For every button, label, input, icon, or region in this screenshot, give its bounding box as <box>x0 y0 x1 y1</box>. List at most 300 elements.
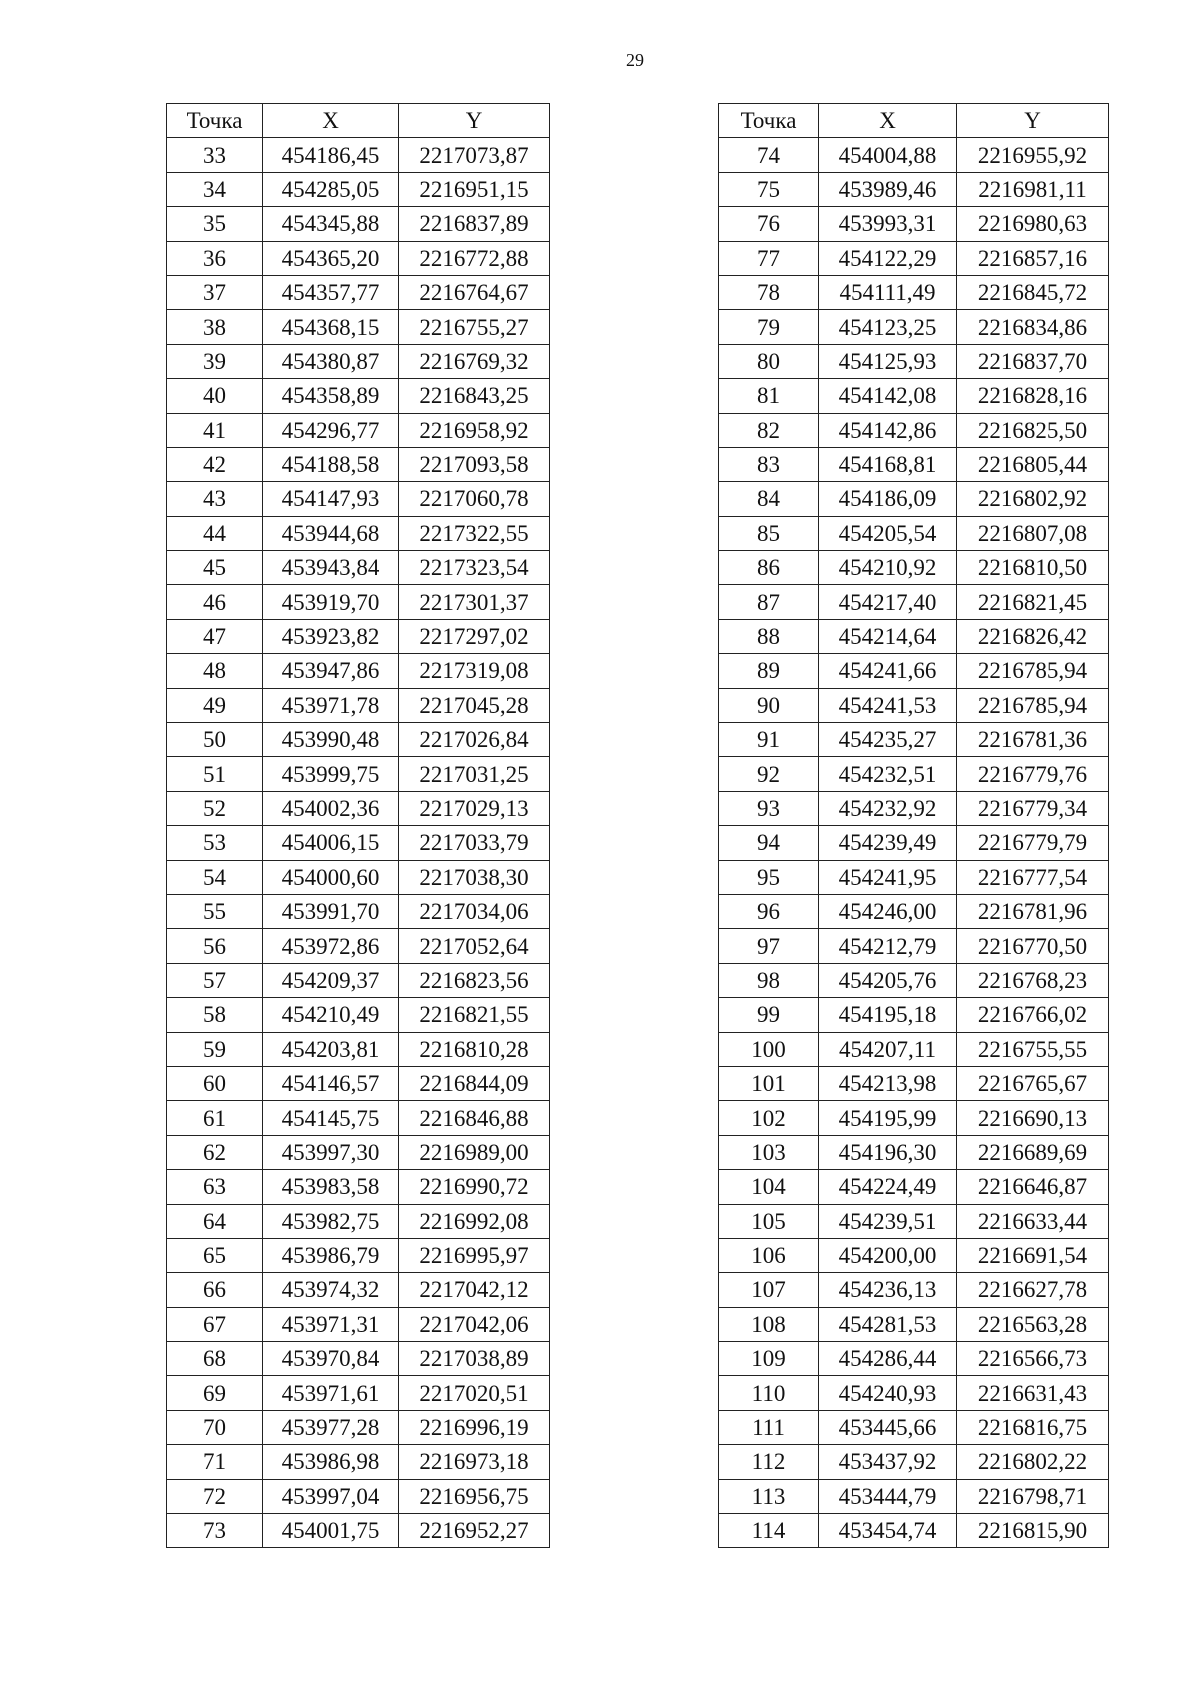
point-cell: 52 <box>167 791 263 825</box>
y-cell: 2216995,97 <box>399 1238 550 1272</box>
y-cell: 2216779,34 <box>957 791 1109 825</box>
point-cell: 50 <box>167 723 263 757</box>
x-cell: 454209,37 <box>263 963 399 997</box>
table-row <box>167 310 550 344</box>
point-cell: 87 <box>719 585 819 619</box>
y-cell: 2216837,70 <box>957 344 1109 378</box>
x-cell: 454210,49 <box>263 998 399 1032</box>
y-cell: 2216646,87 <box>957 1170 1109 1204</box>
point-cell: 69 <box>167 1376 263 1410</box>
table-row <box>167 1479 550 1513</box>
table-row <box>719 860 1109 894</box>
y-cell: 2216769,32 <box>399 344 550 378</box>
x-cell: 454200,00 <box>819 1238 957 1272</box>
y-cell: 2216973,18 <box>399 1445 550 1479</box>
table-row <box>719 207 1109 241</box>
x-cell: 453999,75 <box>263 757 399 791</box>
x-cell: 454213,98 <box>819 1066 957 1100</box>
point-cell: 58 <box>167 998 263 1032</box>
point-cell: 103 <box>719 1135 819 1169</box>
table-row <box>167 688 550 722</box>
x-cell: 453445,66 <box>819 1410 957 1444</box>
x-cell: 454186,45 <box>263 138 399 172</box>
point-cell: 91 <box>719 723 819 757</box>
x-cell: 454236,13 <box>819 1273 957 1307</box>
table-row <box>719 275 1109 309</box>
table-row <box>719 1514 1109 1548</box>
table-row <box>719 1204 1109 1238</box>
x-cell: 453971,78 <box>263 688 399 722</box>
x-cell: 454195,18 <box>819 998 957 1032</box>
point-cell: 77 <box>719 241 819 275</box>
point-cell: 112 <box>719 1445 819 1479</box>
header-point: Точка <box>719 104 819 138</box>
y-cell: 2216981,11 <box>957 172 1109 206</box>
point-cell: 71 <box>167 1445 263 1479</box>
x-cell: 454207,11 <box>819 1032 957 1066</box>
x-cell: 454000,60 <box>263 860 399 894</box>
table-row <box>167 1032 550 1066</box>
x-cell: 454286,44 <box>819 1342 957 1376</box>
table-row <box>719 482 1109 516</box>
table-row <box>719 1170 1109 1204</box>
point-cell: 89 <box>719 654 819 688</box>
x-cell: 454168,81 <box>819 447 957 481</box>
y-cell: 2216815,90 <box>957 1514 1109 1548</box>
point-cell: 95 <box>719 860 819 894</box>
y-cell: 2216689,69 <box>957 1135 1109 1169</box>
y-cell: 2216955,92 <box>957 138 1109 172</box>
y-cell: 2216996,19 <box>399 1410 550 1444</box>
x-cell: 454240,93 <box>819 1376 957 1410</box>
point-cell: 59 <box>167 1032 263 1066</box>
table-row <box>719 1101 1109 1135</box>
table-row <box>167 654 550 688</box>
table-row <box>167 860 550 894</box>
point-cell: 62 <box>167 1135 263 1169</box>
point-cell: 42 <box>167 447 263 481</box>
table-row <box>719 1410 1109 1444</box>
point-cell: 74 <box>719 138 819 172</box>
table-row <box>719 1273 1109 1307</box>
point-cell: 57 <box>167 963 263 997</box>
x-cell: 453454,74 <box>819 1514 957 1548</box>
x-cell: 454380,87 <box>263 344 399 378</box>
table-row <box>719 894 1109 928</box>
table-row <box>167 1101 550 1135</box>
x-cell: 453974,32 <box>263 1273 399 1307</box>
table-row <box>719 654 1109 688</box>
y-cell: 2217073,87 <box>399 138 550 172</box>
point-cell: 110 <box>719 1376 819 1410</box>
y-cell: 2216989,00 <box>399 1135 550 1169</box>
table-row <box>167 791 550 825</box>
y-cell: 2216816,75 <box>957 1410 1109 1444</box>
x-cell: 453997,30 <box>263 1135 399 1169</box>
x-cell: 454205,76 <box>819 963 957 997</box>
point-cell: 73 <box>167 1514 263 1548</box>
point-cell: 40 <box>167 379 263 413</box>
y-cell: 2217034,06 <box>399 894 550 928</box>
x-cell: 454001,75 <box>263 1514 399 1548</box>
y-cell: 2216980,63 <box>957 207 1109 241</box>
table-row <box>719 1135 1109 1169</box>
y-cell: 2216837,89 <box>399 207 550 241</box>
table-row <box>167 757 550 791</box>
y-cell: 2217029,13 <box>399 791 550 825</box>
x-cell: 454217,40 <box>819 585 957 619</box>
table-row <box>719 344 1109 378</box>
y-cell: 2216821,45 <box>957 585 1109 619</box>
table-row <box>167 207 550 241</box>
x-cell: 453989,46 <box>819 172 957 206</box>
y-cell: 2216779,76 <box>957 757 1109 791</box>
table-row <box>167 1376 550 1410</box>
point-cell: 41 <box>167 413 263 447</box>
table-row <box>167 1445 550 1479</box>
y-cell: 2216952,27 <box>399 1514 550 1548</box>
table-row <box>167 1170 550 1204</box>
point-cell: 107 <box>719 1273 819 1307</box>
x-cell: 454224,49 <box>819 1170 957 1204</box>
point-cell: 102 <box>719 1101 819 1135</box>
y-cell: 2216843,25 <box>399 379 550 413</box>
x-cell: 454203,81 <box>263 1032 399 1066</box>
x-cell: 454232,92 <box>819 791 957 825</box>
x-cell: 453923,82 <box>263 619 399 653</box>
table-row <box>719 413 1109 447</box>
x-cell: 453997,04 <box>263 1479 399 1513</box>
table-row <box>167 894 550 928</box>
point-cell: 78 <box>719 275 819 309</box>
x-cell: 453944,68 <box>263 516 399 550</box>
point-cell: 67 <box>167 1307 263 1341</box>
y-cell: 2216633,44 <box>957 1204 1109 1238</box>
table-row <box>167 344 550 378</box>
table-row <box>167 1410 550 1444</box>
point-cell: 63 <box>167 1170 263 1204</box>
y-cell: 2216826,42 <box>957 619 1109 653</box>
point-cell: 96 <box>719 894 819 928</box>
point-cell: 51 <box>167 757 263 791</box>
y-cell: 2216755,27 <box>399 310 550 344</box>
y-cell: 2216823,56 <box>399 963 550 997</box>
x-cell: 453986,98 <box>263 1445 399 1479</box>
y-cell: 2216566,73 <box>957 1342 1109 1376</box>
point-cell: 55 <box>167 894 263 928</box>
table-row <box>167 998 550 1032</box>
y-cell: 2217031,25 <box>399 757 550 791</box>
point-cell: 100 <box>719 1032 819 1066</box>
table-row <box>719 310 1109 344</box>
table-row <box>719 1376 1109 1410</box>
point-cell: 48 <box>167 654 263 688</box>
y-cell: 2216798,71 <box>957 1479 1109 1513</box>
table-row <box>167 585 550 619</box>
y-cell: 2217038,30 <box>399 860 550 894</box>
y-cell: 2217323,54 <box>399 551 550 585</box>
table-row <box>719 551 1109 585</box>
point-cell: 97 <box>719 929 819 963</box>
x-cell: 454241,66 <box>819 654 957 688</box>
point-cell: 37 <box>167 275 263 309</box>
x-cell: 454368,15 <box>263 310 399 344</box>
table-row <box>719 998 1109 1032</box>
point-cell: 75 <box>719 172 819 206</box>
y-cell: 2217033,79 <box>399 826 550 860</box>
point-cell: 65 <box>167 1238 263 1272</box>
y-cell: 2216631,43 <box>957 1376 1109 1410</box>
table-header-row <box>719 104 1109 138</box>
y-cell: 2217297,02 <box>399 619 550 653</box>
x-cell: 453444,79 <box>819 1479 957 1513</box>
table-row <box>167 447 550 481</box>
table-row <box>719 172 1109 206</box>
point-cell: 43 <box>167 482 263 516</box>
x-cell: 454246,00 <box>819 894 957 928</box>
point-cell: 106 <box>719 1238 819 1272</box>
y-cell: 2217093,58 <box>399 447 550 481</box>
x-cell: 453993,31 <box>819 207 957 241</box>
y-cell: 2217322,55 <box>399 516 550 550</box>
x-cell: 453982,75 <box>263 1204 399 1238</box>
point-cell: 81 <box>719 379 819 413</box>
y-cell: 2217042,06 <box>399 1307 550 1341</box>
point-cell: 98 <box>719 963 819 997</box>
y-cell: 2216951,15 <box>399 172 550 206</box>
point-cell: 64 <box>167 1204 263 1238</box>
y-cell: 2216810,28 <box>399 1032 550 1066</box>
table-row <box>167 826 550 860</box>
x-cell: 454296,77 <box>263 413 399 447</box>
point-cell: 35 <box>167 207 263 241</box>
y-cell: 2216845,72 <box>957 275 1109 309</box>
y-cell: 2216821,55 <box>399 998 550 1032</box>
x-cell: 454146,57 <box>263 1066 399 1100</box>
point-cell: 47 <box>167 619 263 653</box>
table-row <box>719 1238 1109 1272</box>
y-cell: 2216990,72 <box>399 1170 550 1204</box>
table-row <box>167 482 550 516</box>
point-cell: 86 <box>719 551 819 585</box>
point-cell: 90 <box>719 688 819 722</box>
x-cell: 454147,93 <box>263 482 399 516</box>
x-cell: 453971,61 <box>263 1376 399 1410</box>
header-y: Y <box>957 104 1109 138</box>
table-row <box>719 791 1109 825</box>
table-row <box>167 516 550 550</box>
x-cell: 454004,88 <box>819 138 957 172</box>
y-cell: 2217060,78 <box>399 482 550 516</box>
table-row <box>167 1307 550 1341</box>
table-row <box>167 379 550 413</box>
table-row <box>167 1135 550 1169</box>
table-row <box>719 1307 1109 1341</box>
x-cell: 454345,88 <box>263 207 399 241</box>
table-row <box>167 929 550 963</box>
point-cell: 80 <box>719 344 819 378</box>
table-row <box>167 241 550 275</box>
y-cell: 2217026,84 <box>399 723 550 757</box>
point-cell: 111 <box>719 1410 819 1444</box>
table-row <box>719 585 1109 619</box>
y-cell: 2216779,79 <box>957 826 1109 860</box>
point-cell: 53 <box>167 826 263 860</box>
point-cell: 34 <box>167 172 263 206</box>
y-cell: 2217045,28 <box>399 688 550 722</box>
table-row <box>167 963 550 997</box>
x-cell: 454239,51 <box>819 1204 957 1238</box>
point-cell: 68 <box>167 1342 263 1376</box>
table-row <box>167 172 550 206</box>
y-cell: 2217319,08 <box>399 654 550 688</box>
y-cell: 2216777,54 <box>957 860 1109 894</box>
y-cell: 2216834,86 <box>957 310 1109 344</box>
table-row <box>719 447 1109 481</box>
x-cell: 454239,49 <box>819 826 957 860</box>
point-cell: 83 <box>719 447 819 481</box>
y-cell: 2216691,54 <box>957 1238 1109 1272</box>
table-row <box>719 1066 1109 1100</box>
table-header-row <box>167 104 550 138</box>
point-cell: 72 <box>167 1479 263 1513</box>
table-row <box>167 551 550 585</box>
table-body-left <box>167 138 550 1548</box>
x-cell: 454205,54 <box>819 516 957 550</box>
y-cell: 2216627,78 <box>957 1273 1109 1307</box>
table-row <box>719 688 1109 722</box>
y-cell: 2216825,50 <box>957 413 1109 447</box>
point-cell: 82 <box>719 413 819 447</box>
y-cell: 2216805,44 <box>957 447 1109 481</box>
x-cell: 454365,20 <box>263 241 399 275</box>
header-x: X <box>819 104 957 138</box>
table-row <box>167 1238 550 1272</box>
x-cell: 453943,84 <box>263 551 399 585</box>
point-cell: 109 <box>719 1342 819 1376</box>
page-number: 29 <box>626 50 644 70</box>
x-cell: 454214,64 <box>819 619 957 653</box>
y-cell: 2216755,55 <box>957 1032 1109 1066</box>
point-cell: 105 <box>719 1204 819 1238</box>
x-cell: 454142,08 <box>819 379 957 413</box>
y-cell: 2216781,96 <box>957 894 1109 928</box>
x-cell: 453986,79 <box>263 1238 399 1272</box>
y-cell: 2216690,13 <box>957 1101 1109 1135</box>
point-cell: 101 <box>719 1066 819 1100</box>
table-row <box>167 1342 550 1376</box>
table-row <box>719 379 1109 413</box>
table-row <box>167 1514 550 1548</box>
point-cell: 38 <box>167 310 263 344</box>
point-cell: 88 <box>719 619 819 653</box>
x-cell: 454281,53 <box>819 1307 957 1341</box>
point-cell: 114 <box>719 1514 819 1548</box>
y-cell: 2216785,94 <box>957 654 1109 688</box>
point-cell: 44 <box>167 516 263 550</box>
point-cell: 85 <box>719 516 819 550</box>
x-cell: 453972,86 <box>263 929 399 963</box>
y-cell: 2216768,23 <box>957 963 1109 997</box>
table-row <box>719 826 1109 860</box>
x-cell: 454122,29 <box>819 241 957 275</box>
table-row <box>719 929 1109 963</box>
x-cell: 454358,89 <box>263 379 399 413</box>
y-cell: 2216956,75 <box>399 1479 550 1513</box>
x-cell: 454195,99 <box>819 1101 957 1135</box>
x-cell: 454212,79 <box>819 929 957 963</box>
table-row <box>167 619 550 653</box>
point-cell: 94 <box>719 826 819 860</box>
x-cell: 454241,95 <box>819 860 957 894</box>
x-cell: 454196,30 <box>819 1135 957 1169</box>
y-cell: 2216764,67 <box>399 275 550 309</box>
point-cell: 33 <box>167 138 263 172</box>
table-row <box>719 1342 1109 1376</box>
point-cell: 54 <box>167 860 263 894</box>
y-cell: 2216772,88 <box>399 241 550 275</box>
point-cell: 84 <box>719 482 819 516</box>
x-cell: 454285,05 <box>263 172 399 206</box>
table-row <box>719 1479 1109 1513</box>
y-cell: 2216802,22 <box>957 1445 1109 1479</box>
y-cell: 2216992,08 <box>399 1204 550 1238</box>
header-point: Точка <box>167 104 263 138</box>
x-cell: 454142,86 <box>819 413 957 447</box>
y-cell: 2216781,36 <box>957 723 1109 757</box>
coordinates-table-left <box>166 103 550 1548</box>
y-cell: 2217052,64 <box>399 929 550 963</box>
point-cell: 56 <box>167 929 263 963</box>
table-row <box>719 516 1109 550</box>
y-cell: 2217301,37 <box>399 585 550 619</box>
y-cell: 2216846,88 <box>399 1101 550 1135</box>
x-cell: 454241,53 <box>819 688 957 722</box>
y-cell: 2217042,12 <box>399 1273 550 1307</box>
table-row <box>719 723 1109 757</box>
point-cell: 46 <box>167 585 263 619</box>
y-cell: 2216810,50 <box>957 551 1109 585</box>
point-cell: 108 <box>719 1307 819 1341</box>
x-cell: 453977,28 <box>263 1410 399 1444</box>
y-cell: 2217038,89 <box>399 1342 550 1376</box>
y-cell: 2216802,92 <box>957 482 1109 516</box>
x-cell: 453947,86 <box>263 654 399 688</box>
point-cell: 61 <box>167 1101 263 1135</box>
x-cell: 454111,49 <box>819 275 957 309</box>
table-row <box>719 138 1109 172</box>
y-cell: 2216766,02 <box>957 998 1109 1032</box>
point-cell: 79 <box>719 310 819 344</box>
table-row <box>719 1445 1109 1479</box>
point-cell: 45 <box>167 551 263 585</box>
header-y: Y <box>399 104 550 138</box>
x-cell: 454357,77 <box>263 275 399 309</box>
point-cell: 113 <box>719 1479 819 1513</box>
table-row <box>719 757 1109 791</box>
point-cell: 93 <box>719 791 819 825</box>
table-row <box>719 1032 1109 1066</box>
point-cell: 39 <box>167 344 263 378</box>
y-cell: 2216828,16 <box>957 379 1109 413</box>
y-cell: 2216958,92 <box>399 413 550 447</box>
y-cell: 2216785,94 <box>957 688 1109 722</box>
x-cell: 453990,48 <box>263 723 399 757</box>
table-row <box>167 138 550 172</box>
coordinates-table-right <box>718 103 1109 1548</box>
table-row <box>167 413 550 447</box>
table-row <box>167 275 550 309</box>
